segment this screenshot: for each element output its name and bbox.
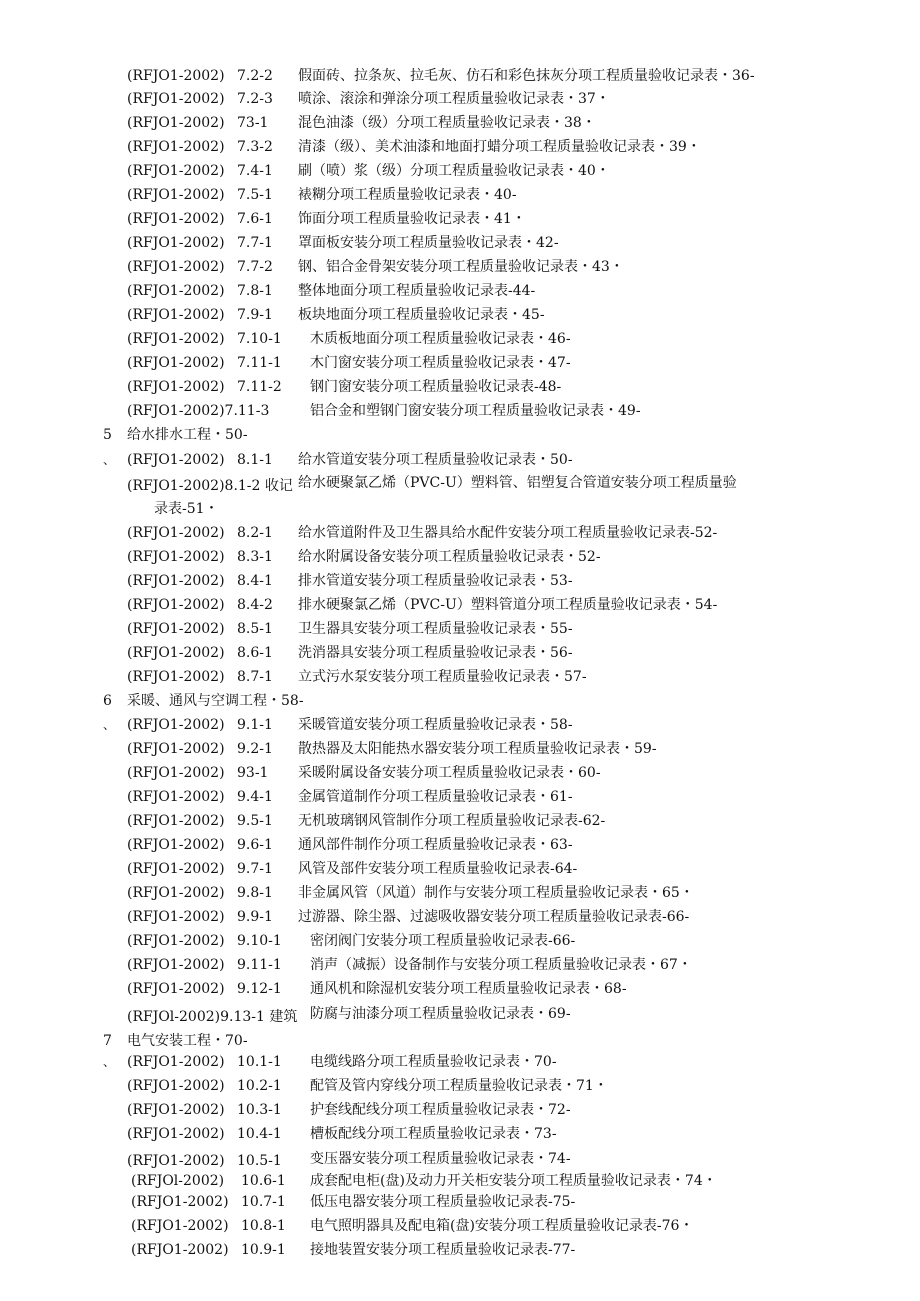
entry-number: 10.1-1 (237, 1054, 282, 1070)
entry-code: (RFJO1-2002) (127, 331, 225, 347)
entry-number: 9.11-1 (237, 957, 282, 973)
entry-number: 7.9-1 (237, 307, 273, 323)
entry-number: 9.10-1 (237, 933, 282, 949)
entry-title: 排水管道安装分项工程质量验收记录表・53- (298, 573, 573, 589)
entry-code: (RFJO1-2002) (127, 525, 225, 541)
entry-title: 板块地面分项工程质量验收记录表・45- (298, 307, 545, 323)
entry-code: (RFJO1-2002)7.11-3 (127, 403, 270, 419)
entry-title: 卫生器具安装分项工程质量验收记录表・55- (298, 621, 573, 637)
entry-code: (RFJO1-2002) (127, 139, 225, 155)
entry-code: (RFJO1-2002) (127, 621, 225, 637)
entry-code: (RFJO1-2002) (127, 307, 225, 323)
entry-number: 7.2-3 (237, 91, 273, 107)
entry-title: 钢门窗安装分项工程质量验收记录表-48- (310, 379, 562, 395)
entry-title: 防腐与油漆分项工程质量验收记录表・69- (310, 1006, 571, 1022)
entry-code: (RFJO1-2002) (127, 861, 225, 877)
entry-number: 8.4-1 (237, 573, 273, 589)
entry-code: (RFJO1-2002) (127, 91, 225, 107)
entry-number: 7.7-1 (237, 235, 273, 251)
entry-title: 接地装置安装分项工程质量验收记录表-77- (310, 1242, 576, 1258)
entry-code: (RFJO1-2002) (127, 669, 225, 685)
section-title: 采暖、通风与空调工程・58- (127, 693, 304, 709)
section-number: 5 (103, 427, 112, 443)
entry-title: 洗消器具安装分项工程质量验收记录表・56- (298, 645, 573, 661)
entry-title: 通风部件制作分项工程质量验收记录表・63- (298, 837, 573, 853)
entry-number: 9.4-1 (237, 789, 273, 805)
entry-title: 喷涂、滚涂和弹涂分项工程质量验收记录表・37・ (298, 91, 610, 107)
entry-number: 9.8-1 (237, 885, 273, 901)
entry-number: 7.3-2 (237, 139, 273, 155)
entry-number: 10.9-1 (241, 1242, 286, 1258)
entry-code: (RFJO1-2002) (127, 957, 225, 973)
entry-code: (RFJO1-2002)8.1-2 收记 (127, 478, 293, 494)
entry-code: (RFJO1-2002) (127, 981, 225, 997)
entry-number: 73-1 (237, 115, 269, 131)
entry-title: 给水硬聚氯乙烯（PVC-U）塑料管、铝塑复合管道安装分项工程质量验 (298, 475, 737, 491)
entry-title: 裱糊分项工程质量验收记录表・40- (298, 187, 517, 203)
section-number: 6 (103, 693, 112, 709)
entry-code: (RFJO1-2002) (131, 1242, 229, 1258)
entry-code: (RFJO1-2002) (127, 741, 225, 757)
entry-title: 电气照明器具及配电箱(盘)安装分项工程质量验收记录表-76・ (310, 1218, 694, 1234)
entry-number: 10.3-1 (237, 1102, 282, 1118)
entry-code: (RFJO1-2002) (127, 283, 225, 299)
entry-code: (RFJO1-2002) (127, 452, 225, 468)
entry-number: 9.2-1 (237, 741, 273, 757)
entry-number: 7.2-2 (237, 68, 273, 84)
entry-code: (RFJO1-2002) (127, 933, 225, 949)
entry-number: 10.4-1 (237, 1126, 282, 1142)
entry-code: (RFJO1-2002) (127, 573, 225, 589)
entry-title: 采暖附属设备安装分项工程质量验收记录表・60- (298, 765, 601, 781)
entry-number: 8.7-1 (237, 669, 273, 685)
entry-title: 护套线配线分项工程质量验收记录表・72- (310, 1102, 571, 1118)
entry-title: 混色油漆（级）分项工程质量验收记录表・38・ (298, 115, 596, 131)
entry-code: (RFJO1-2002) (127, 1153, 225, 1169)
entry-title: 整体地面分项工程质量验收记录表-44- (298, 283, 536, 299)
entry-title: 金属管道制作分项工程质量验收记录表・61- (298, 789, 573, 805)
section-mark: 、 (103, 453, 116, 467)
entry-code: (RFJO1-2002) (127, 211, 225, 227)
entry-code: (RFJO1-2002) (127, 1078, 225, 1094)
entry-code: (RFJO1-2002) (127, 163, 225, 179)
entry-title: 木质板地面分项工程质量验收记录表・46- (310, 331, 571, 347)
entry-code: (RFJO1-2002) (127, 115, 225, 131)
entry-number: 93-1 (237, 765, 269, 781)
entry-title: 钢、铝合金骨架安装分项工程质量验收记录表・43・ (298, 259, 624, 275)
entry-number: 7.5-1 (237, 187, 273, 203)
entry-number: 10.5-1 (237, 1153, 282, 1169)
entry-code: (RFJO1-2002) (127, 187, 225, 203)
entry-title: 低压电器安装分项工程质量验收记录表-75- (310, 1194, 576, 1210)
entry-code: (RFJO1-2002) (127, 645, 225, 661)
entry-code: (RFJOl-2002)9.13-1 建筑 (127, 1009, 298, 1025)
entry-number: 7.11-1 (237, 355, 282, 371)
entry-number: 9.1-1 (237, 717, 273, 733)
entry-title: 过游器、除尘器、过滤吸收器安装分项工程质量验收记录表-66- (298, 909, 690, 925)
entry-title: 采暖管道安装分项工程质量验收记录表・58- (298, 717, 573, 733)
entry-number: 9.5-1 (237, 813, 273, 829)
entry-number: 9.12-1 (237, 981, 282, 997)
entry-title: 消声（减振）设备制作与安装分项工程质量验收记录表・67・ (310, 957, 692, 973)
entry-code: (RFJO1-2002) (127, 259, 225, 275)
entry-title: 给水附属设备安装分项工程质量验收记录表・52- (298, 549, 601, 565)
entry-title: 假面砖、拉条灰、拉毛灰、仿石和彩色抹灰分项工程质量验收记录表・36- (298, 68, 755, 84)
entry-title: 立式污水泵安装分项工程质量验收记录表・57- (298, 669, 587, 685)
entry-number: 10.6-1 (241, 1173, 286, 1189)
entry-title: 散热器及太阳能热水器安装分项工程质量验收记录表・59- (298, 741, 657, 757)
entry-code: (RFJO1-2002) (127, 1102, 225, 1118)
entry-title: 密闭阀门安装分项工程质量验收记录表-66- (310, 933, 576, 949)
entry-title: 排水硬聚氯乙烯（PVC-U）塑料管道分项工程质量验收记录表・54- (298, 597, 718, 613)
entry-title: 饰面分项工程质量验收记录表・41・ (298, 211, 526, 227)
entry-code: (RFJO1-2002) (127, 549, 225, 565)
entry-title: 通风机和除湿机安装分项工程质量验收记录表・68- (310, 981, 627, 997)
entry-title: 风管及部件安装分项工程质量验收记录表-64- (298, 861, 578, 877)
entry-code: (RFJO1-2002) (127, 789, 225, 805)
entry-title: 非金属风管（风道）制作与安装分项工程质量验收记录表・65・ (298, 885, 694, 901)
entry-code: (RFJO1-2002) (127, 813, 225, 829)
entry-number: 7.6-1 (237, 211, 273, 227)
entry-code: (RFJO1-2002) (127, 1126, 225, 1142)
entry-code: (RFJO1-2002) (127, 885, 225, 901)
entry-code: (RFJO1-2002) (127, 1054, 225, 1070)
entry-title: 给水管道附件及卫生器具给水配件安装分项工程质量验收记录表-52- (298, 525, 718, 541)
entry-number: 7.8-1 (237, 283, 273, 299)
entry-number: 10.7-1 (241, 1194, 286, 1210)
entry-number: 10.8-1 (241, 1218, 286, 1234)
entry-number: 10.2-1 (237, 1078, 282, 1094)
entry-number: 8.5-1 (237, 621, 273, 637)
entry-title: 成套配电柜(盘)及动力开关柜安装分项工程质量验收记录表・74・ (310, 1173, 717, 1189)
section-mark: 、 (103, 1055, 116, 1069)
entry-code: (RFJO1-2002) (127, 765, 225, 781)
entry-title: 槽板配线分项工程质量验收记录表・73- (310, 1126, 557, 1142)
entry-number: 7.11-2 (237, 379, 282, 395)
entry-code: (RFJO1-2002) (127, 717, 225, 733)
entry-title: 罩面板安装分项工程质量验收记录表・42- (298, 235, 559, 251)
section-number: 7 (103, 1033, 112, 1049)
entry-title: 电缆线路分项工程质量验收记录表・70- (310, 1054, 557, 1070)
section-title: 给水排水工程・50- (127, 427, 248, 443)
entry-number: 8.1-1 (237, 452, 273, 468)
entry-code: (RFJO1-2002) (127, 68, 225, 84)
entry-code: (RFJO1-2002) (127, 355, 225, 371)
entry-number: 9.7-1 (237, 861, 273, 877)
entry-code: (RFJO1-2002) (127, 235, 225, 251)
entry-title: 配管及管内穿线分项工程质量验收记录表・71・ (310, 1078, 608, 1094)
entry-title: 变压器安装分项工程质量验收记录表・74- (310, 1151, 571, 1167)
entry-code: (RFJO1-2002) (127, 379, 225, 395)
entry-number: 8.2-1 (237, 525, 273, 541)
entry-continuation: 录表-51・ (154, 501, 219, 517)
entry-code: (RFJO1-2002) (131, 1194, 229, 1210)
entry-title: 清漆（级）、美术油漆和地面打蜡分项工程质量验收记录表・39・ (298, 139, 701, 155)
entry-number: 8.6-1 (237, 645, 273, 661)
entry-number: 7.10-1 (237, 331, 282, 347)
entry-title: 刷（喷）浆（级）分项工程质量验收记录表・40・ (298, 163, 610, 179)
entry-number: 8.3-1 (237, 549, 273, 565)
entry-number: 8.4-2 (237, 597, 273, 613)
entry-code: (RFJO1-2002) (131, 1218, 229, 1234)
entry-code: (RFJOl-2002) (131, 1173, 225, 1189)
entry-title: 给水管道安装分项工程质量验收记录表・50- (298, 452, 573, 468)
entry-title: 铝合金和塑钢门窗安装分项工程质量验收记录表・49- (310, 403, 641, 419)
entry-title: 无机玻璃钢风管制作分项工程质量验收记录表-62- (298, 813, 606, 829)
entry-number: 7.4-1 (237, 163, 273, 179)
entry-code: (RFJO1-2002) (127, 597, 225, 613)
entry-code: (RFJO1-2002) (127, 909, 225, 925)
entry-code: (RFJO1-2002) (127, 837, 225, 853)
entry-title: 木门窗安装分项工程质量验收记录表・47- (310, 355, 571, 371)
entry-number: 7.7-2 (237, 259, 273, 275)
section-title: 电气安装工程・70- (127, 1033, 248, 1049)
entry-number: 9.6-1 (237, 837, 273, 853)
section-mark: 、 (103, 718, 116, 732)
entry-number: 9.9-1 (237, 909, 273, 925)
